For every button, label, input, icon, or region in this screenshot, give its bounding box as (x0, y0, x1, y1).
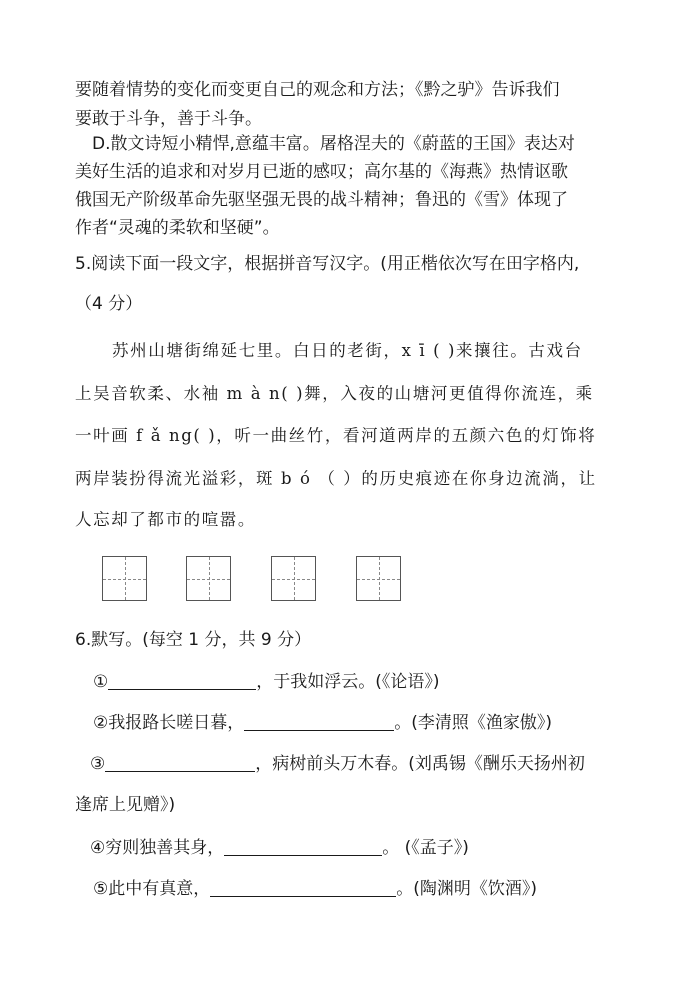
answer-blank-2[interactable] (244, 713, 394, 731)
option-d-line-1: D.散文诗短小精悍,意蕴丰富。屠格涅夫的《蔚蓝的王国》表达对 (92, 134, 575, 154)
answer-blank-4[interactable] (224, 838, 382, 856)
answer-blank-5[interactable] (210, 879, 396, 897)
q6-item-5: ⑤此中有真意， 。(陶渊明《饮酒》) (93, 879, 538, 899)
q5-title: 5.阅读下面一段文字，根据拼音写汉字。(用正楷依次写在田字格内, (75, 254, 580, 274)
text-line-2: 要敢于斗争，善于斗争。 (75, 109, 262, 129)
q6-title: 6.默写。(每空 1 分，共 9 分） (75, 630, 312, 650)
tianzige-box-4[interactable] (356, 556, 401, 601)
q5-passage-line-3: 一叶画 f ǎ ng( )，听一曲丝竹，看河道两岸的五颜六色的灯饰将 (75, 426, 597, 445)
tianzige-box-3[interactable] (271, 556, 316, 601)
tianzige-box-2[interactable] (186, 556, 231, 601)
q6-item-3-continued: 逢席上见赠》) (75, 795, 176, 815)
q6-item-1: ① ，于我如浮云。(《论语》) (93, 672, 440, 692)
q5-passage-line-1: 苏州山塘街绵延七里。白日的老街，x ī ( )来攘往。古戏台 (112, 341, 583, 360)
q5-passage-line-4: 两岸装扮得流光溢彩，斑 b ó （ ）的历史痕迹在你身边流淌，让 (75, 469, 597, 488)
q6-item-3: ③ ，病树前头万木春。(刘禹锡《酬乐天扬州初 (90, 754, 585, 774)
option-d-line-2: 美好生活的追求和对岁月已逝的感叹；高尔基的《海燕》热情讴歌 (75, 162, 568, 182)
q6-item-4: ④穷则独善其身， 。 (《孟子》) (90, 838, 469, 858)
option-d-line-4: 作者“灵魂的柔软和坚硬”。 (75, 218, 280, 238)
q6-item-2: ②我报路长嗟日暮， 。(李清照《渔家傲》) (93, 713, 553, 733)
text-line-1: 要随着情势的变化而变更自己的观念和方法；《黔之驴》告诉我们 (75, 80, 560, 100)
q5-passage-line-5: 人忘却了都市的喧嚣。 (75, 510, 256, 529)
q5-passage-line-2: 上吴音软柔、水袖 m à n( )舞，入夜的山塘河更值得你流连，乘 (75, 384, 594, 403)
q5-score: （4 分） (75, 294, 143, 314)
answer-blank-3[interactable] (105, 754, 255, 772)
answer-blank-1[interactable] (108, 672, 256, 690)
option-d-line-3: 俄国无产阶级革命先驱坚强无畏的战斗精神；鲁迅的《雪》体现了 (75, 190, 568, 210)
tianzige-box-1[interactable] (102, 556, 147, 601)
